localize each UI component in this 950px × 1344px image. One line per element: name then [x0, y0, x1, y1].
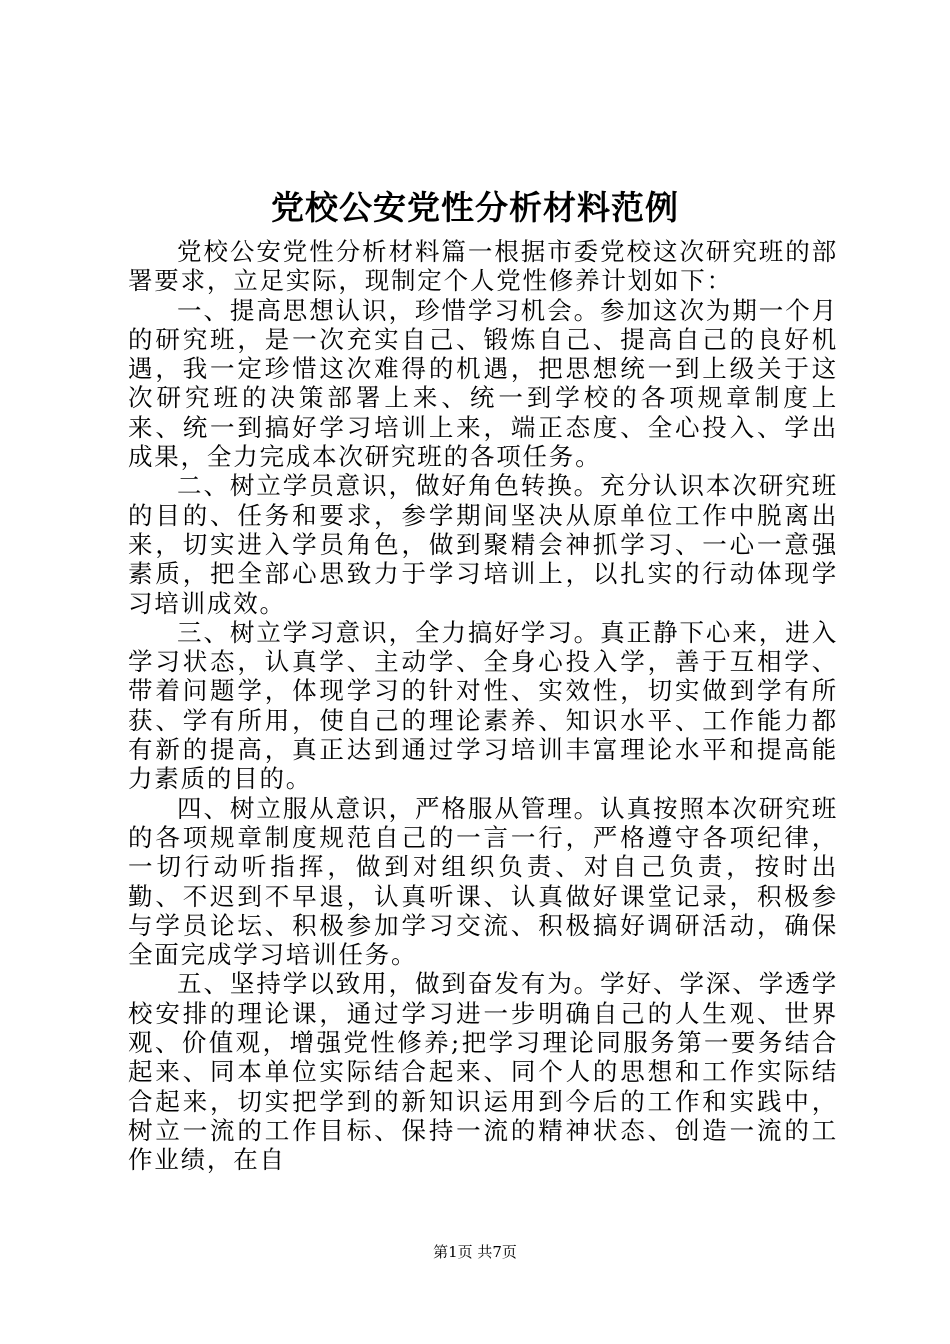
paragraph-point-5: 五、坚持学以致用，做到奋发有为。学好、学深、学透学校安排的理论课，通过学习进一步明确自己的人生观、世界观、价值观，增强党性修养;把学习理论同服务第一要务结合起来、同本单位实际结合起来、同个人的思想和工作实际结合起来，切实把学到的新知识运用到今后的工作和实践中，树立一流的工作目标、保持一流的精神状态、创造一流的工作业绩，在自	[128, 969, 838, 1175]
paragraph-intro: 党校公安党性分析材料篇一根据市委党校这次研究班的部署要求，立足实际，现制定个人党性修养计划如下：	[128, 237, 838, 296]
paragraph-point-2: 二、树立学员意识，做好角色转换。充分认识本次研究班的目的、任务和要求，参学期间坚决从原单位工作中脱离出来，切实进入学员角色，做到聚精会神抓学习、一心一意强素质，把全部心思致力于学习培训上，以扎实的行动体现学习培训成效。	[128, 471, 838, 618]
document-body	[128, 237, 838, 1175]
paragraph-point-3: 三、树立学习意识，全力搞好学习。真正静下心来，进入学习状态，认真学、主动学、全身心投入学，善于互相学、带着问题学，体现学习的针对性、实效性，切实做到学有所获、学有所用，使自己的理论素养、知识水平、工作能力都有新的提高，真正达到通过学习培训丰富理论水平和提高能力素质的目的。	[128, 617, 838, 794]
paragraph-point-4: 四、树立服从意识，严格服从管理。认真按照本次研究班的各项规章制度规范自己的一言一行，严格遵守各项纪律，一切行动听指挥，做到对组织负责、对自己负责，按时出勤、不迟到不早退，认真听课、认真做好课堂记录，积极参与学员论坛、积极参加学习交流、积极搞好调研活动，确保全面完成学习培训任务。	[128, 793, 838, 970]
paragraph-point-1: 一、提高思想认识，珍惜学习机会。参加这次为期一个月的研究班，是一次充实自己、锻炼自己、提高自己的良好机遇，我一定珍惜这次难得的机遇，把思想统一到上级关于这次研究班的决策部署上来、统一到学校的各项规章制度上来、统一到搞好学习培训上来，端正态度、全心投入、学出成果，全力完成本次研究班的各项任务。	[128, 295, 838, 472]
page-footer: 第1页 共7页	[433, 1243, 517, 1261]
document-title: 党校公安党性分析材料范例	[271, 188, 679, 227]
